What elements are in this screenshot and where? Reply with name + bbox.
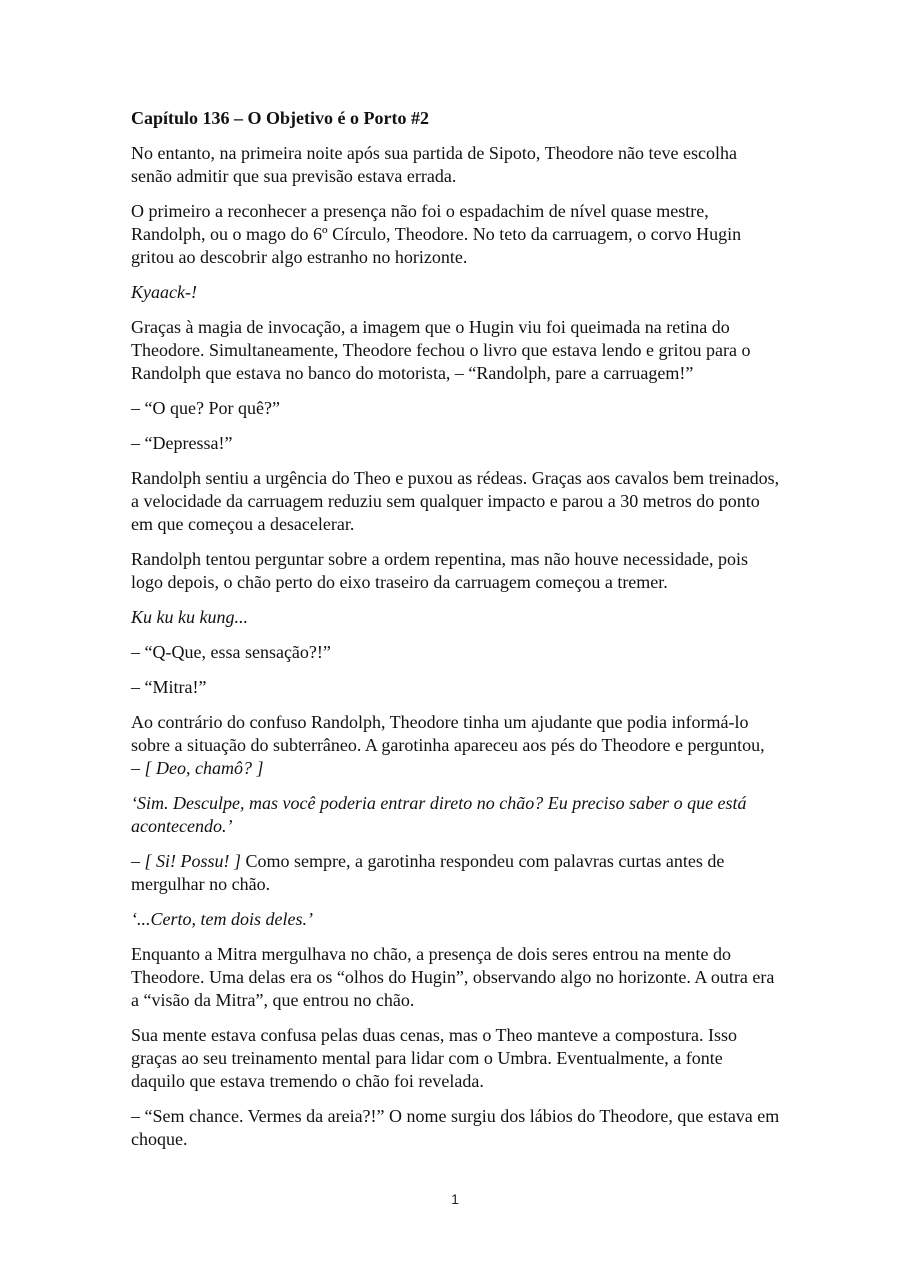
paragraph: Randolph sentiu a urgência do Theo e puxou as rédeas. Graças aos cavalos bem treinados, a velocidade da carruagem reduziu sem qualquer impacto e parou a 30 metros do ponto em que começou a desacelerar. [131, 468, 780, 534]
paragraph [131, 850, 781, 896]
paragraph: Sua mente estava confusa pelas duas cenas, mas o Theo manteve a compostura. Isso graças ao seu treinamento mental para lidar com o Umbra. Eventualmente, a fonte daquilo que estava tremendo o chão foi revelada. [131, 1025, 737, 1091]
page-number: 1 [451, 1191, 459, 1207]
spirit-speech: – [ Deo, chamô? ] [131, 758, 264, 778]
dialogue-line: – “Q-Que, essa sensação?!” [131, 642, 331, 662]
thought-line: ‘...Certo, tem dois deles.’ [131, 909, 313, 929]
dialogue-line: – “O que? Por quê?” [131, 398, 280, 418]
paragraph: Enquanto a Mitra mergulhava no chão, a presença de dois seres entrou na mente do Theodore. Uma delas era os “olhos do Hugin”, observando algo no horizonte. A outra era a “visão da Mitra”, que entrou no chão. [131, 944, 775, 1010]
thought-line: ‘Sim. Desculpe, mas você poderia entrar direto no chão? Eu preciso saber o que está acontecendo.’ [131, 793, 747, 836]
sound-effect: Ku ku ku kung... [131, 607, 248, 627]
sound-effect: Kyaack-! [131, 282, 197, 302]
paragraph: Randolph tentou perguntar sobre a ordem repentina, mas não houve necessidade, pois logo depois, o chão perto do eixo traseiro da carruagem começou a tremer. [131, 549, 748, 592]
paragraph: Graças à magia de invocação, a imagem que o Hugin viu foi queimada na retina do Theodore. Simultaneamente, Theodore fechou o livro que estava lendo e gritou para o Randolph que estava no banco do motorista, – “Randolph, pare a carruagem!” [131, 317, 751, 383]
paragraph [131, 711, 781, 780]
paragraph: O primeiro a reconhecer a presença não foi o espadachim de nível quase mestre, Randolph, ou o mago do 6º Círculo, Theodore. No teto da carruagem, o corvo Hugin gritou ao descobrir algo estranho no horizonte. [131, 201, 742, 267]
chapter-title: Capítulo 136 – O Objetivo é o Porto #2 [131, 108, 429, 128]
paragraph: No entanto, na primeira noite após sua partida de Sipoto, Theodore não teve escolha senão admitir que sua previsão estava errada. [131, 143, 737, 186]
spirit-speech: – [ Si! Possu! ] [131, 851, 242, 871]
paragraph: – “Sem chance. Vermes da areia?!” O nome surgiu dos lábios do Theodore, que estava em choque. [131, 1106, 780, 1149]
paragraph-text: Como sempre, a garotinha respondeu com palavras curtas antes de mergulhar no chão. [131, 851, 725, 894]
page-content [131, 107, 781, 1163]
paragraph-text: Ao contrário do confuso Randolph, Theodore tinha um ajudante que podia informá-lo sobre a situação do subterrâneo. A garotinha apareceu aos pés do Theodore e perguntou, [131, 712, 765, 755]
dialogue-line: – “Mitra!” [131, 677, 207, 697]
dialogue-line: – “Depressa!” [131, 433, 233, 453]
